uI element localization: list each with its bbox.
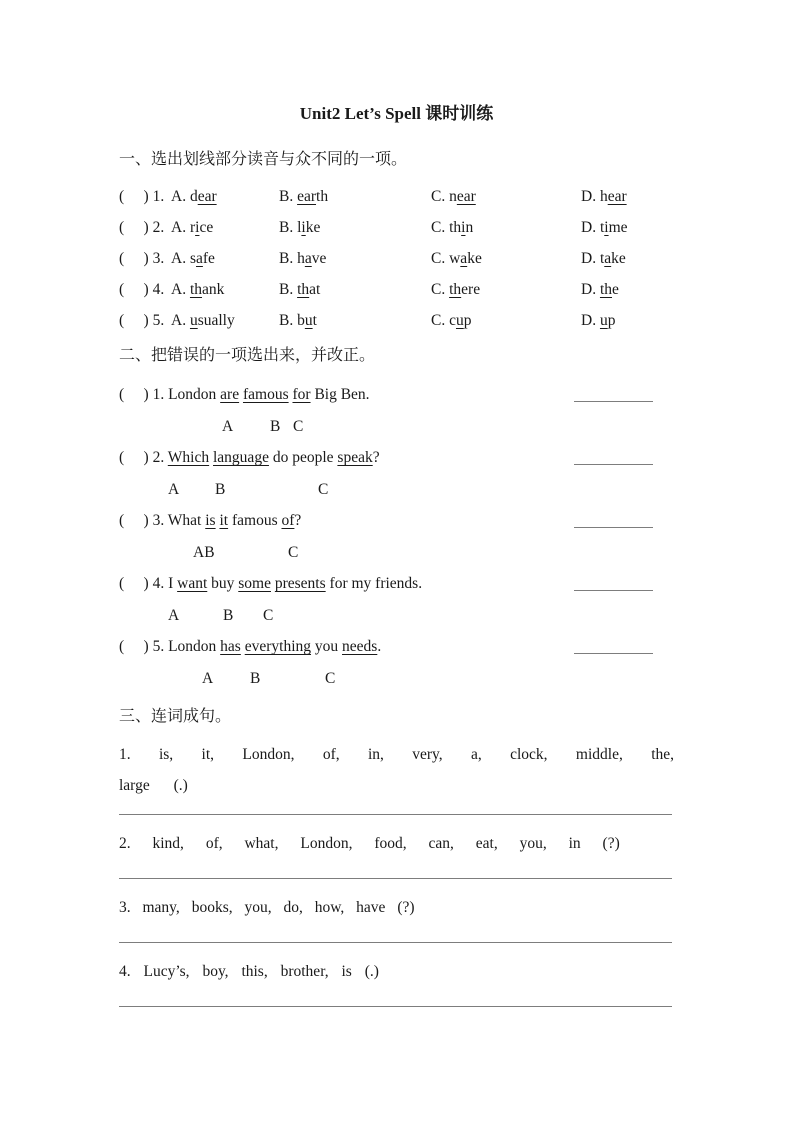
sentence-line <box>119 511 674 543</box>
word-part: h <box>297 250 305 267</box>
worksheet-content <box>119 150 674 1008</box>
word: London, <box>300 835 353 852</box>
underlined-letters: ear <box>297 188 317 205</box>
item-prefix: ( ) 2. <box>119 449 168 466</box>
choice-label: C <box>263 607 274 624</box>
sentence-text: for my friends. <box>325 575 423 592</box>
sentence-text: buy <box>207 575 239 592</box>
word-part: c <box>449 312 456 329</box>
word-part: e <box>612 281 619 298</box>
word-part: p <box>463 312 472 329</box>
item-prefix: ( ) 5. <box>119 312 165 329</box>
option <box>581 280 619 299</box>
word-part: th <box>316 188 329 205</box>
word: you, <box>519 835 547 852</box>
underlined-word: presents <box>274 575 326 592</box>
choice-label: B <box>223 607 234 624</box>
option-label: B. <box>279 250 294 267</box>
word: in <box>568 835 581 852</box>
choice-label: C <box>293 418 304 435</box>
underlined-letters: ear <box>456 188 476 205</box>
word: what, <box>244 835 279 852</box>
underlined-letters: a <box>460 250 468 267</box>
choice-labels-line <box>119 480 674 511</box>
item-number: 3. <box>119 899 131 916</box>
choice-labels-line <box>119 417 674 448</box>
sentence-text: I <box>168 575 178 592</box>
word-part: ke <box>467 250 482 267</box>
option-label: C. <box>431 250 446 267</box>
sentence-text: famous <box>228 512 282 529</box>
answer-blank <box>574 464 653 466</box>
choice-label: A <box>202 670 214 687</box>
word: food, <box>374 835 407 852</box>
answer-blank <box>574 401 653 403</box>
option-word <box>449 281 480 298</box>
underlined-letters: ear <box>197 188 217 205</box>
option-label: B. <box>279 219 294 236</box>
word-part: at <box>309 281 321 298</box>
option-word <box>190 312 235 329</box>
answer-blank <box>574 653 653 655</box>
sentence-text: . <box>377 638 382 655</box>
word: eat, <box>475 835 498 852</box>
word: (?) <box>397 899 415 916</box>
choice-labels-line <box>119 606 674 637</box>
item-prefix: ( ) 4. <box>119 281 165 298</box>
underlined-letters: u <box>455 312 464 329</box>
option-word <box>297 188 328 205</box>
option-word <box>297 312 317 329</box>
option-label: C. <box>431 312 446 329</box>
option <box>279 311 317 330</box>
underlined-letters: u <box>189 312 198 329</box>
option-word <box>190 219 213 236</box>
word-part: l <box>297 219 302 236</box>
word-part: t <box>599 250 605 267</box>
underlined-word: of <box>281 512 295 529</box>
section3-heading: 三、连词成句。 <box>119 708 232 725</box>
word: books, <box>191 899 233 916</box>
option-word <box>449 219 473 236</box>
word: in, <box>367 746 384 763</box>
word-part: s <box>189 250 196 267</box>
word-part: t <box>312 312 317 329</box>
option-word <box>600 219 628 236</box>
word-part: ce <box>199 219 214 236</box>
sentence-text: Big Ben. <box>310 386 370 403</box>
underlined-word: speak <box>337 449 373 466</box>
item-number: 4. <box>119 963 131 980</box>
word: many, <box>142 899 180 916</box>
option <box>431 218 473 237</box>
option-word <box>449 312 471 329</box>
word-order-item <box>119 898 674 917</box>
word-part: n <box>449 188 457 205</box>
answer-line <box>119 942 672 944</box>
option <box>581 218 628 237</box>
word: large <box>119 777 150 794</box>
word: a, <box>471 746 482 763</box>
option-word <box>600 250 626 267</box>
choice-label: AB <box>193 544 215 561</box>
item-prefix: ( ) 3. <box>119 512 168 529</box>
word: is <box>341 963 352 980</box>
option-word <box>190 250 215 267</box>
option <box>279 187 328 206</box>
section1-items <box>119 187 674 342</box>
word: is, <box>158 746 174 763</box>
word-part: fe <box>202 250 215 267</box>
option <box>431 249 482 268</box>
underlined-letters: i <box>301 219 306 236</box>
sentence-text: London <box>168 638 221 655</box>
option-label: A. <box>171 188 187 205</box>
answer-line <box>119 814 672 816</box>
option <box>171 218 213 237</box>
option-word <box>297 219 320 236</box>
answer-blank <box>574 590 653 592</box>
option-label: A. <box>171 312 187 329</box>
choice-label: B <box>215 481 226 498</box>
word-part: ke <box>305 219 321 236</box>
word: boy, <box>202 963 229 980</box>
underlined-letters: th <box>189 281 203 298</box>
word-part: ank <box>202 281 225 298</box>
option-label: C. <box>431 219 446 236</box>
word-part: d <box>189 188 198 205</box>
section3-items <box>119 739 674 1008</box>
sentence-text: ? <box>294 512 302 529</box>
word: of, <box>322 746 340 763</box>
choice-labels-line <box>119 543 674 574</box>
option <box>581 249 626 268</box>
word: do, <box>283 899 303 916</box>
option-word <box>449 188 476 205</box>
pronunciation-row <box>119 218 674 249</box>
underlined-word: Which <box>167 449 210 466</box>
option-label: D. <box>581 312 597 329</box>
underlined-letters: th <box>599 281 613 298</box>
underlined-word: everything <box>244 638 312 655</box>
word: can, <box>428 835 454 852</box>
word: it, <box>201 746 215 763</box>
item-prefix: ( ) 4. <box>119 575 169 592</box>
option-word <box>449 250 482 267</box>
underlined-word: needs <box>342 638 378 655</box>
word: (.) <box>173 777 188 794</box>
sentence-text: What <box>167 512 206 529</box>
word-part: b <box>297 312 305 329</box>
underlined-word: for <box>292 386 311 403</box>
underlined-letters: ear <box>607 188 627 205</box>
answer-line <box>119 1006 672 1008</box>
sentence-line <box>119 637 674 669</box>
item-prefix: ( ) 1. <box>119 386 169 403</box>
item-number: 2. <box>119 835 131 852</box>
option <box>431 311 471 330</box>
word-part: ke <box>611 250 626 267</box>
choice-label: C <box>288 544 299 561</box>
page-title: Unit2 Let’s Spell 课时训练 <box>299 104 494 123</box>
option <box>581 187 627 206</box>
option-word <box>190 281 224 298</box>
word-order-item <box>119 739 674 801</box>
sentence-line <box>119 448 674 480</box>
word-part: h <box>599 188 608 205</box>
word: how, <box>314 899 345 916</box>
option-label: D. <box>581 281 597 298</box>
item-prefix: ( ) 1. <box>119 188 165 205</box>
choice-label: B <box>250 670 261 687</box>
option <box>171 311 235 330</box>
sentence-line <box>119 385 674 417</box>
word: this, <box>241 963 268 980</box>
option <box>279 280 320 299</box>
word: you, <box>244 899 272 916</box>
choice-label: B <box>270 418 281 435</box>
underlined-word: famous <box>242 386 289 403</box>
underlined-word: are <box>220 386 240 403</box>
pronunciation-row <box>119 280 674 311</box>
item-prefix: ( ) 2. <box>119 219 165 236</box>
item-prefix: ( ) 3. <box>119 250 165 267</box>
option-label: A. <box>171 281 187 298</box>
item-prefix: ( ) 5. <box>119 638 169 655</box>
word: brother, <box>280 963 329 980</box>
option-label: B. <box>279 312 294 329</box>
word: (?) <box>602 835 620 852</box>
option-label: C. <box>431 281 446 298</box>
option <box>431 280 480 299</box>
underlined-word: language <box>213 449 269 466</box>
option-label: C. <box>431 188 446 205</box>
option <box>581 311 615 330</box>
word-part: w <box>449 250 461 267</box>
pronunciation-row <box>119 187 674 218</box>
word-order-item <box>119 834 674 853</box>
option-word <box>600 188 627 205</box>
choice-label: C <box>325 670 336 687</box>
option-label: A. <box>171 250 187 267</box>
sentence-text: you <box>311 638 343 655</box>
item-number: 1. <box>119 746 131 763</box>
option-label: D. <box>581 219 597 236</box>
answer-line <box>119 878 672 880</box>
sentence-text: London <box>168 386 221 403</box>
option-label: D. <box>581 250 597 267</box>
underlined-letters: th <box>297 281 310 298</box>
word: (.) <box>364 963 379 980</box>
word: of, <box>205 835 223 852</box>
option-word <box>297 281 320 298</box>
underlined-letters: u <box>304 312 313 329</box>
option <box>279 218 320 237</box>
underlined-word: it <box>219 512 229 529</box>
choice-label: C <box>318 481 329 498</box>
underlined-letters: a <box>304 250 312 267</box>
underlined-letters: i <box>604 219 609 236</box>
option-label: B. <box>279 188 294 205</box>
sentence-line <box>119 574 674 606</box>
word: have <box>356 899 386 916</box>
underlined-letters: a <box>604 250 612 267</box>
option-word <box>600 281 619 298</box>
word-part: ere <box>461 281 481 298</box>
section2-items <box>119 385 674 700</box>
word-part: t <box>599 219 605 236</box>
word-part: p <box>607 312 616 329</box>
underlined-letters: i <box>461 219 466 236</box>
choice-label: A <box>168 481 180 498</box>
choice-label: A <box>222 418 234 435</box>
choice-labels-line <box>119 669 674 700</box>
section1-heading: 一、选出划线部分读音与众不同的一项。 <box>119 151 408 168</box>
option <box>279 249 326 268</box>
word: Lucy’s, <box>143 963 190 980</box>
sentence-text: do people <box>268 449 338 466</box>
word: clock, <box>510 746 548 763</box>
section2-heading: 二、把错误的一项选出来，并改正。 <box>119 347 376 364</box>
underlined-word: some <box>238 575 271 592</box>
option-label: D. <box>581 188 597 205</box>
underlined-word: want <box>177 575 208 592</box>
choice-label: A <box>168 607 180 624</box>
word-part: n <box>465 219 474 236</box>
word-part: th <box>449 219 462 236</box>
underlined-letters: i <box>195 219 200 236</box>
sentence-text: ? <box>372 449 380 466</box>
word-part: sually <box>197 312 235 329</box>
word-part: me <box>608 219 628 236</box>
word: middle, <box>575 746 623 763</box>
answer-blank <box>574 527 653 529</box>
word: London, <box>242 746 295 763</box>
word: very, <box>412 746 443 763</box>
word-part: r <box>189 219 196 236</box>
underlined-word: has <box>220 638 241 655</box>
option <box>171 280 224 299</box>
option <box>171 249 215 268</box>
word: kind, <box>152 835 184 852</box>
option <box>431 187 476 206</box>
word-part: ve <box>311 250 327 267</box>
underlined-letters: u <box>599 312 608 329</box>
underlined-letters: th <box>449 281 462 298</box>
word-order-item <box>119 962 674 981</box>
pronunciation-row <box>119 249 674 280</box>
option <box>171 187 217 206</box>
pronunciation-row <box>119 311 674 342</box>
option-word <box>297 250 326 267</box>
option-label: A. <box>171 219 187 236</box>
underlined-word: is <box>205 512 216 529</box>
option-word <box>190 188 217 205</box>
option-label: B. <box>279 281 294 298</box>
underlined-letters: a <box>196 250 203 267</box>
option-word <box>600 312 616 329</box>
word: the, <box>651 746 674 763</box>
